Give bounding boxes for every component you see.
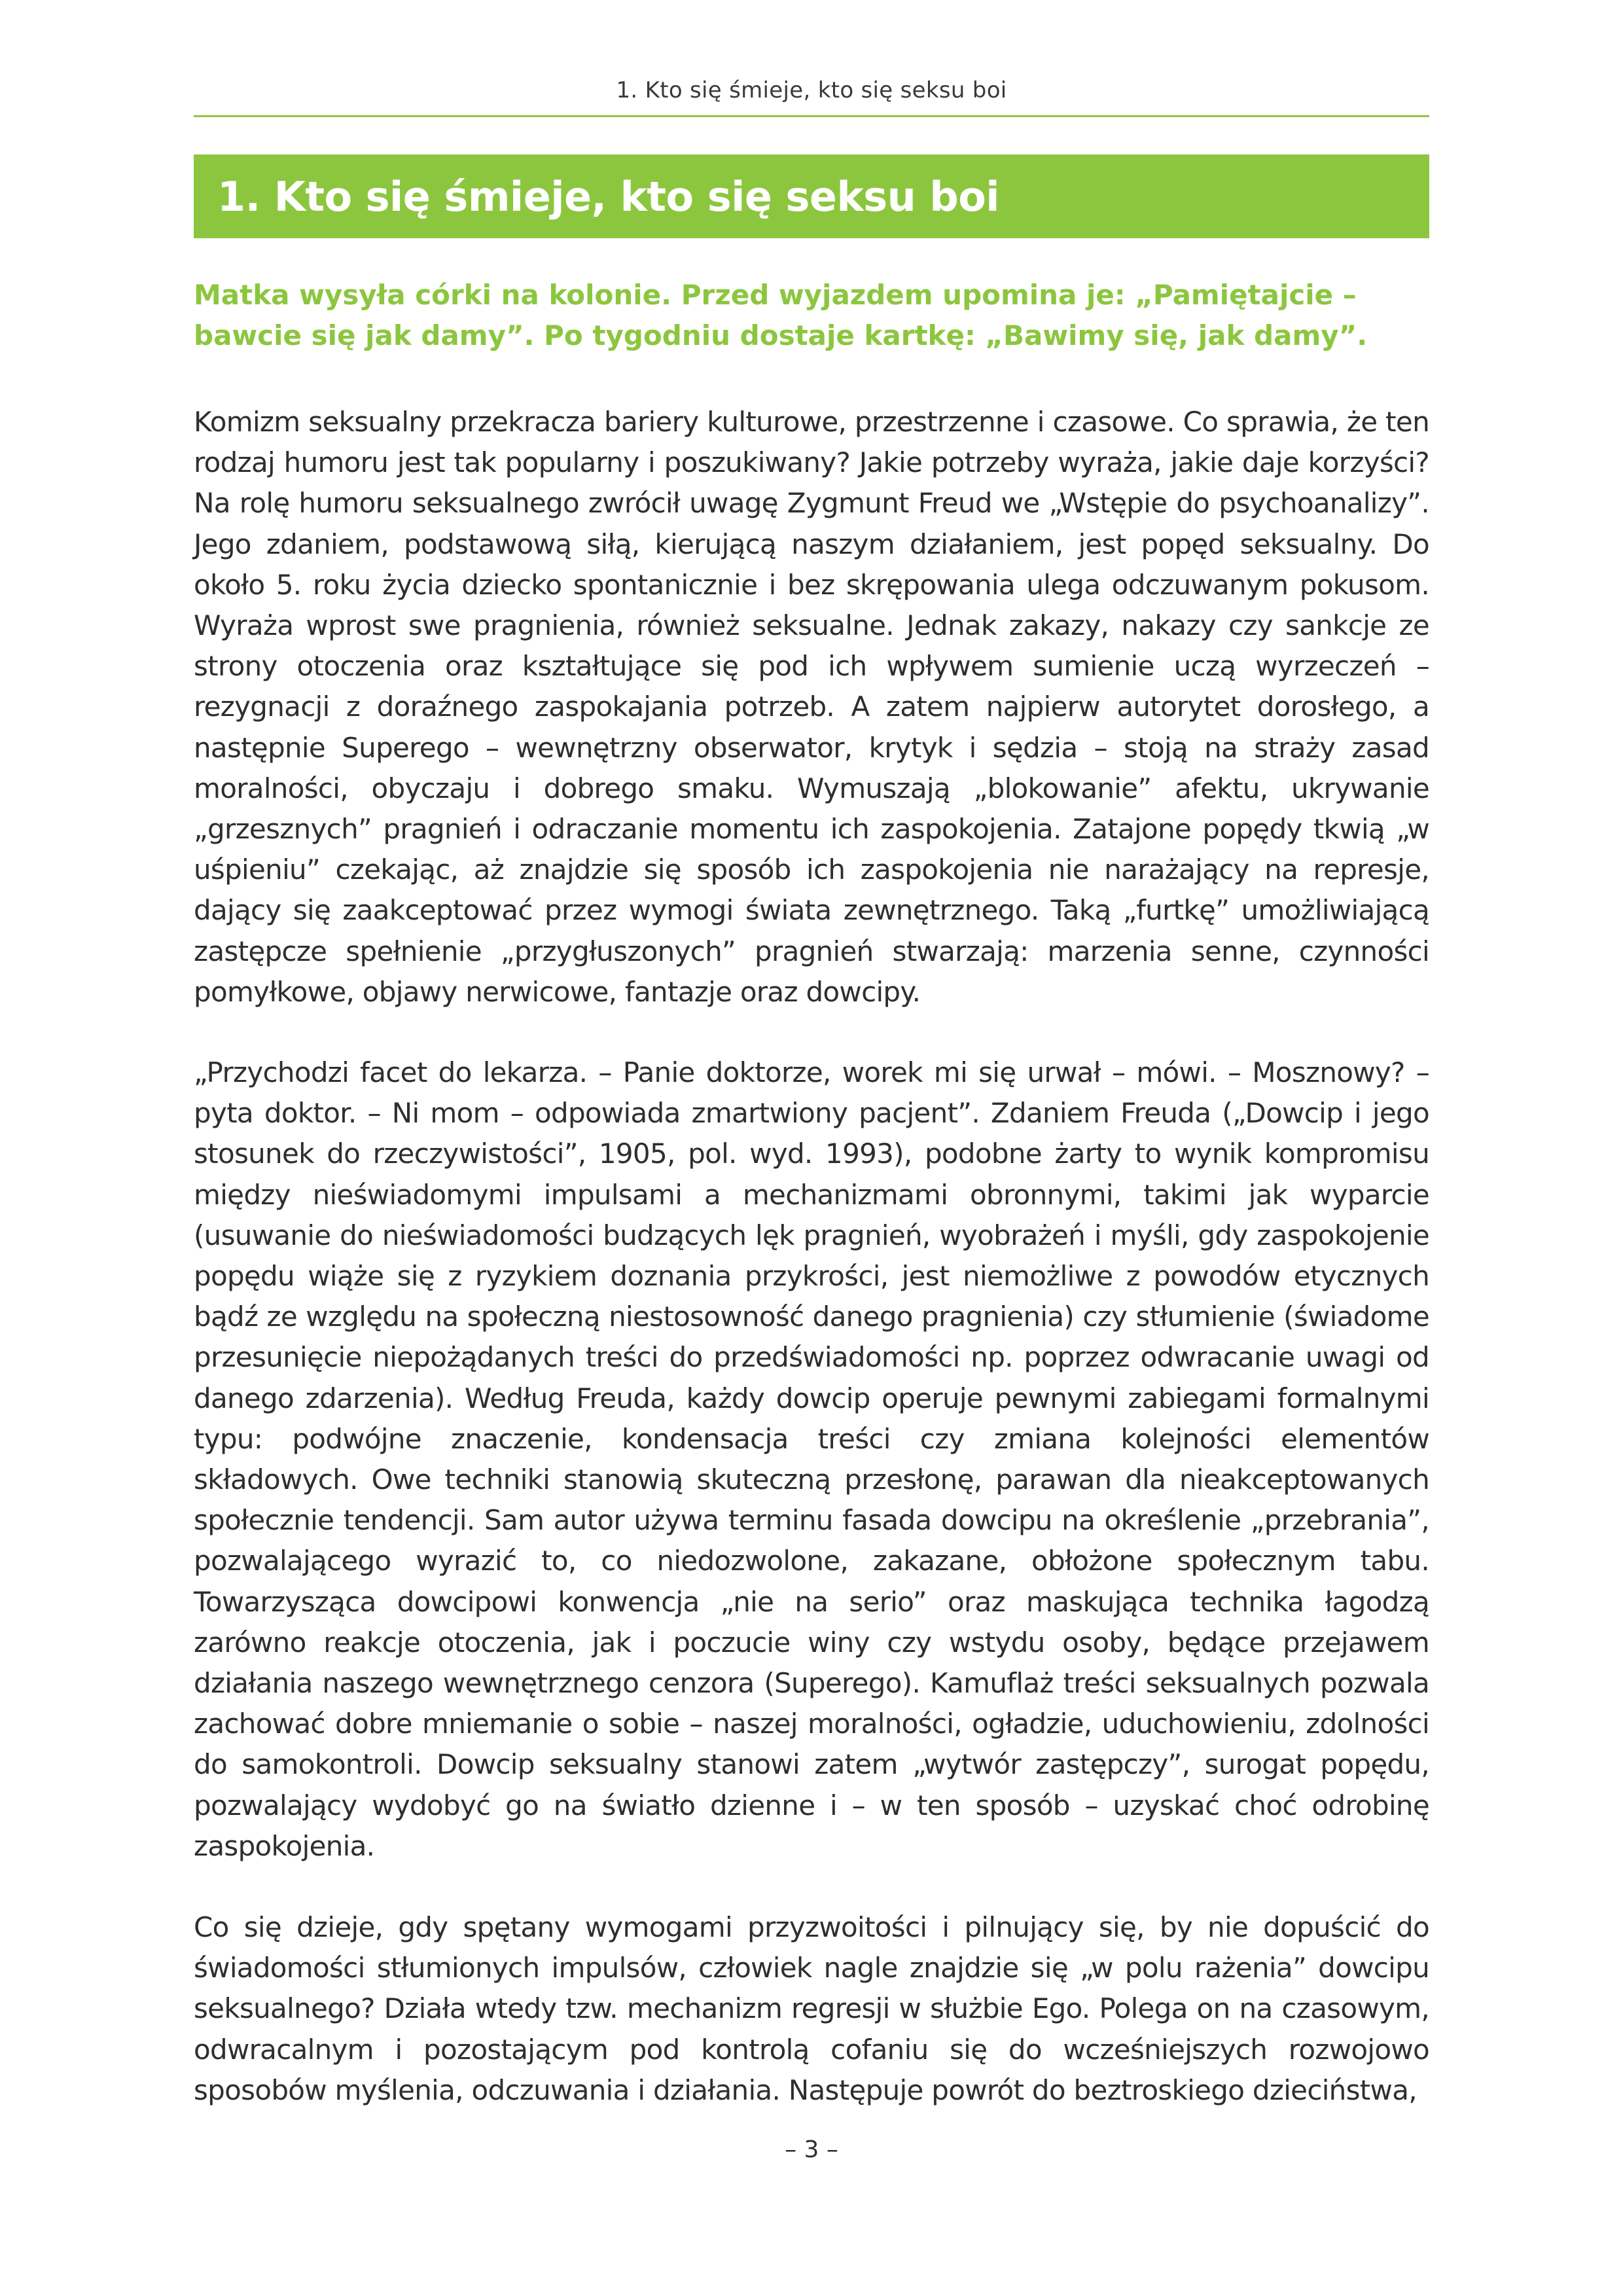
body-paragraph-2: „Przychodzi facet do lekarza. – Panie doktorze, worek mi się urwał – mówi. – Mosznowy? – pyta doktor. – Ni mom – odpowiada zmartwiony pacjent”. Zdaniem Freuda („Dowcip i jego stosunek do rzeczywistości”, 1905, pol. wyd. 1993), podobne żarty to wynik kompromisu między nieświadomymi impulsami a mechanizmami obronnymi, takimi jak wyparcie (usuwanie do nieświadomości budzących lęk pragnień, wyobrażeń i myśli, gdy zaspokojenie popędu wiąże się z ryzykiem doznania przykrości, jest niemożliwe z powodów etycznych bądź ze względu na społeczną niestosowność danego pragnienia) czy stłumienie (świadome przesunięcie niepożądanych treści do przedświadomości np. poprzez odwracanie uwagi od danego zdarzenia). Według Freuda, każdy dowcip operuje pewnymi zabiegami formalnymi typu: podwójne znaczenie, kondensacja treści czy zmiana kolejności elementów składowych. Owe techniki stanowią skuteczną przesłonę, parawan dla nieakceptowanych społecznie tendencji. Sam autor używa terminu fasada dowcipu na określenie „przebrania”, pozwalającego wyrazić to, co niedozwolone, zakazane, obłożone społecznym tabu. Towarzysząca dowcipowi konwencja „nie na serio” oraz maskująca technika łagodzą zarówno reakcje otoczenia, jak i poczucie winy czy wstydu osoby, będące przejawem działania naszego wewnętrznego cenzora (Superego). Kamuflaż treści seksualnych pozwala zachować dobre mniemanie o sobie – naszej moralności, ogładzie, uduchowieniu, zdolności do samokontroli. Dowcip seksualny stanowi zatem „wytwór zastępczy”, surogat popędu, pozwalający wydobyć go na światło dzienne i – w ten sposób – uzyskać choć odrobinę zaspokojenia.	[194, 1056, 1429, 1862]
chapter-title-bar	[194, 154, 1429, 238]
header-divider	[194, 115, 1429, 117]
body-paragraph-3: Co się dzieje, gdy spętany wymogami przyzwoitości i pilnujący się, by nie dopuścić do świadomości stłumionych impulsów, człowiek nagle znajdzie się „w polu rażenia” dowcipu seksualnego? Działa wtedy tzw. mechanizm regresji w służbie Ego. Polega on na czasowym, odwracalnym i pozostającym pod kontrolą cofaniu się do wcześniejszych rozwojowo sposobów myślenia, odczuwania i działania. Następuje powrót do beztroskiego dzieciństwa,	[194, 1911, 1429, 2106]
running-header: 1. Kto się śmieje, kto się seksu boi	[616, 77, 1007, 103]
body-paragraph-1: Komizm seksualny przekracza bariery kulturowe, przestrzenne i czasowe. Co sprawia, że ten rodzaj humoru jest tak popularny i poszukiwany? Jakie potrzeby wyraża, jakie daje korzyści? Na rolę humoru seksualnego zwrócił uwagę Zygmunt Freud we „Wstępie do psychoanalizy”. Jego zdaniem, podstawową siłą, kierującą naszym działaniem, jest popęd seksualny. Do około 5. roku życia dziecko spontanicznie i bez skrępowania ulega odczuwanym pokusom. Wyraża wprost swe pragnienia, również seksualne. Jednak zakazy, nakazy czy sankcje ze strony otoczenia oraz kształtujące się pod ich wpływem sumienie uczą wyrzeczeń – rezygnacji z doraźnego zaspokajania potrzeb. A zatem najpierw autorytet dorosłego, a następnie Superego – wewnętrzny obserwator, krytyk i sędzia – stoją na straży zasad moralności, obyczaju i dobrego smaku. Wymuszają „blokowanie” afektu, ukrywanie „grzesznych” pragnień i odraczanie momentu ich zaspokojenia. Zatajone popędy tkwią „w uśpieniu” czekając, aż znajdzie się sposób ich zaspokojenia nie narażający na represje, dający się zaakceptować przez wymogi świata zewnętrznego. Taką „furtkę” umożliwiającą zastępcze spełnienie „przygłuszonych” pragnień stwarzają: marzenia senne, czynności pomyłkowe, objawy nerwicowe, fantazje oraz dowcipy.	[194, 406, 1429, 1008]
chapter-title: 1. Kto się śmieje, kto się seksu boi	[217, 172, 1000, 221]
page-number: – 3 –	[785, 2136, 838, 2163]
opening-joke: Matka wysyła córki na kolonie. Przed wyjazdem upomina je: „Pamiętajcie – bawcie się jak damy”. Po tygodniu dostaje kartkę: „Bawimy się, jak damy”.	[194, 279, 1368, 351]
